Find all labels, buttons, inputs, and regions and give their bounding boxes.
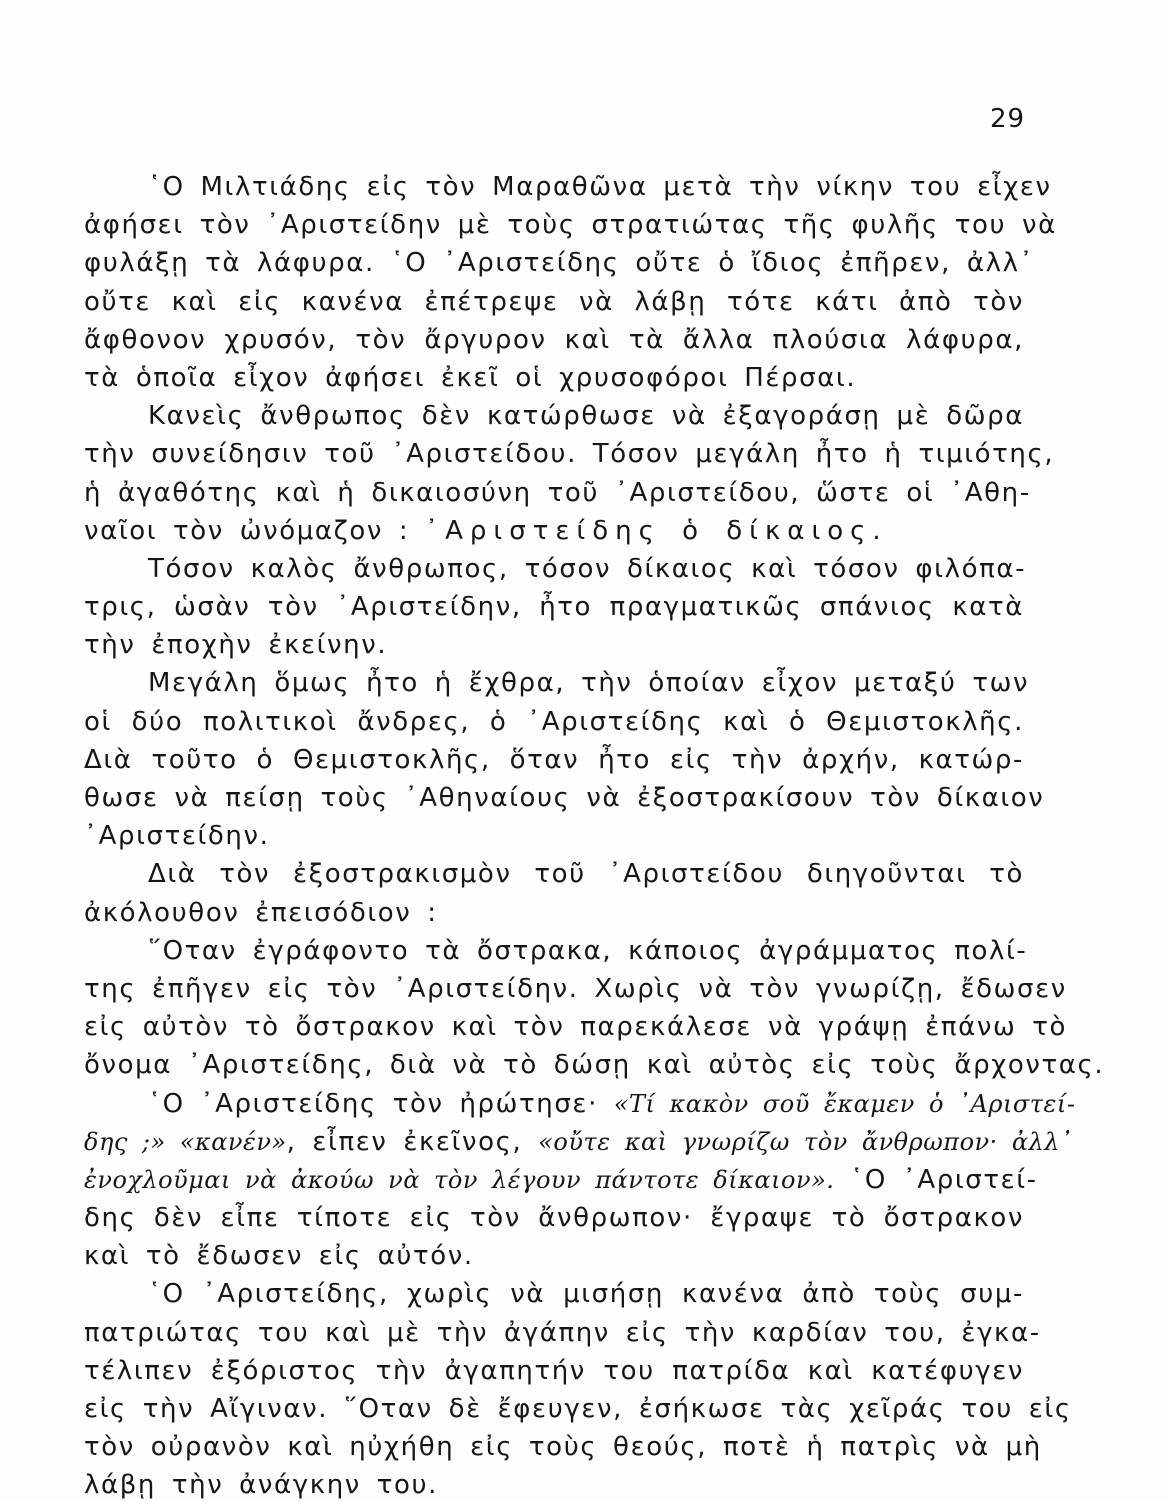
text-line: [84, 474, 1031, 512]
line-text: τρις, ὡσὰν τὸν ᾿Αριστείδην, ἦτο πραγματικῶς σπάνιος κατὰ: [84, 592, 1024, 623]
line-text: ἄφθονον χρυσόν, τὸν ἄργυρον καὶ τὰ ἄλλα πλούσια λάφυρα,: [84, 324, 1024, 355]
line-text: Μεγάλη ὅμως ἦτο ἡ ἔχθρα, τὴν ὁποίαν εἶχον μεταξύ των: [148, 668, 1030, 699]
text-line: [84, 664, 1030, 702]
line-text: τὰ ὁποῖα εἶχον ἀφήσει ἐκεῖ οἱ χρυσοφόροι Πέρσαι.: [84, 362, 857, 393]
text-line: [84, 1161, 1038, 1199]
line-text: ῾Ο ᾿Αριστείδης, χωρὶς νὰ μισήσῃ κανένα ἀπὸ τοὺς συμ-: [148, 1279, 1024, 1310]
line-text: εἰς αὐτὸν τὸ ὄστρακον καὶ τὸν παρεκάλεσε νὰ γράψῃ ἐπάνω τὸ: [84, 1012, 1067, 1043]
line-text: ῞Οταν ἐγράφοντο τὰ ὄστρακα, κάποιος ἀγράμματος πολί-: [148, 935, 1028, 966]
line-text: δης δὲν εἶπε τίποτε εἰς τὸν ἄνθρωπον· ἔγραψε τὸ ὄστρακον: [84, 1203, 1024, 1234]
line-text: τὴν ἐποχὴν ἐκείνην.: [84, 630, 388, 661]
text-line: [84, 1123, 1073, 1161]
text-line: [84, 397, 1024, 435]
line-text: τέλιπεν ἐξόριστος τὴν ἀγαπητήν του πατρίδα καὶ κατέφυγεν: [84, 1355, 1024, 1386]
body-text: [84, 168, 1105, 1505]
text-line: [84, 1199, 1024, 1237]
text-line: [84, 817, 1024, 855]
line-text: Κανεὶς ἄνθρωπος δὲν κατώρθωσε νὰ ἐξαγοράσῃ μὲ δῶρα: [148, 401, 1024, 432]
text-line: [84, 321, 1024, 359]
text-line: [84, 1008, 1067, 1046]
line-text: ᾿Αριστείδην.: [84, 821, 270, 852]
quoted-speech: «οὔτε καὶ γνωρίζω τὸν ἄνθρωπον· ἀλλ᾿: [538, 1127, 1073, 1156]
line-text: , εἶπεν ἐκεῖνος,: [286, 1126, 539, 1157]
text-line: [84, 1314, 1041, 1352]
line-text: Διὰ τὸν ἐξοστρακισμὸν τοῦ ᾿Αριστείδου διηγοῦνται τὸ: [148, 859, 1024, 890]
line-text: ναῖοι τὸν ὠνόμαζον :: [84, 515, 426, 546]
line-text: καὶ τὸ ἔδωσεν εἰς αὐτόν.: [84, 1241, 474, 1272]
text-line: [84, 741, 1024, 779]
quoted-speech: «Τί κακὸν σοῦ ἔκαμεν ὁ ᾿Αριστεί-: [613, 1089, 1076, 1118]
text-line: [84, 779, 1045, 817]
text-line: [84, 1390, 1072, 1428]
line-text: ὄνομα ᾿Αριστείδης, διὰ νὰ τὸ δώσῃ καὶ αὐτὸς εἰς τοὺς ἄρχοντας.: [84, 1050, 1105, 1081]
text-line: [84, 703, 1024, 741]
quoted-speech: δης ;» «κανέν»: [84, 1127, 287, 1156]
text-line: [84, 283, 1024, 321]
line-text: τὴν συνείδησιν τοῦ ᾿Αριστείδου. Τόσον μεγάλη ἦτο ἡ τιμιότης,: [84, 439, 1055, 470]
line-text: της ἐπῆγεν εἰς τὸν ᾿Αριστείδην. Χωρὶς νὰ τὸν γνωρίζῃ, ἔδωσεν: [84, 973, 1067, 1004]
page-number: 29: [990, 104, 1026, 134]
text-line: [84, 206, 1057, 244]
text-line: [84, 1352, 1024, 1390]
text-line: [84, 1428, 1042, 1466]
text-line: [84, 1466, 1024, 1504]
line-text: ἀφήσει τὸν ᾿Αριστείδην μὲ τοὺς στρατιώτας τῆς φυλῆς του νὰ: [84, 210, 1057, 241]
text-line: [84, 512, 1024, 550]
text-line: [84, 932, 1028, 970]
spaced-emphasis: ᾿Αριστείδης ὁ δίκαιος.: [425, 515, 888, 546]
line-text: φυλάξῃ τὰ λάφυρα. ῾Ο ᾿Αριστείδης οὔτε ὁ ἴδιος ἐπῆρεν, ἀλλ᾿: [84, 248, 1035, 279]
text-line: [84, 588, 1024, 626]
line-text: εἰς τὴν Αἴγιναν. ῞Οταν δὲ ἔφευγεν, ἐσήκωσε τὰς χεῖράς του εἰς: [84, 1394, 1072, 1424]
text-line: [84, 359, 1024, 397]
line-text: ἀκόλουθον ἐπεισόδιον :: [84, 897, 438, 928]
line-text: λάβῃ τὴν ἀνάγκην του.: [84, 1470, 439, 1501]
line-text: τὸν οὐρανὸν καὶ ηὐχήθη εἰς τοὺς θεούς, ποτὲ ἡ πατρὶς νὰ μὴ: [84, 1432, 1042, 1463]
text-line: [84, 244, 1035, 282]
text-line: [84, 435, 1055, 473]
line-text: οὔτε καὶ εἰς κανένα ἐπέτρεψε νὰ λάβῃ τότε κάτι ἀπὸ τὸν: [84, 286, 1024, 317]
text-line: [84, 626, 1024, 664]
text-line: [84, 168, 1052, 206]
text-line: [84, 1046, 1105, 1084]
line-text: Τόσον καλὸς ἄνθρωπος, τόσον δίκαιος καὶ τόσον φιλόπα-: [148, 553, 1027, 584]
line-text: ῾Ο ᾿Αριστεί-: [834, 1164, 1038, 1195]
text-line: [84, 970, 1067, 1008]
line-text: θωσε νὰ πείσῃ τοὺς ᾿Αθηναίους νὰ ἐξοστρακίσουν τὸν δίκαιον: [84, 783, 1045, 813]
line-text: πατριώτας του καὶ μὲ τὴν ἀγάπην εἰς τὴν καρδίαν του, ἐγκα-: [84, 1317, 1041, 1348]
text-line: [84, 1085, 1076, 1123]
line-text: ῾Ο Μιλτιάδης εἰς τὸν Μαραθῶνα μετὰ τὴν νίκην του εἶχεν: [148, 172, 1052, 202]
line-text: οἱ δύο πολιτικοὶ ἄνδρες, ὁ ᾿Αριστείδης καὶ ὁ Θεμιστοκλῆς.: [84, 706, 1024, 737]
text-line: [84, 550, 1027, 588]
quoted-speech: ἐνοχλοῦμαι νὰ ἀκούω νὰ τὸν λέγουν πάντοτε δίκαιον».: [84, 1165, 835, 1194]
text-line: [84, 1275, 1024, 1313]
line-text: ῾Ο ᾿Αριστείδης τὸν ἠρώτησε·: [148, 1088, 614, 1119]
text-line: [84, 894, 1024, 932]
text-line: [84, 855, 1024, 893]
text-line: [84, 1237, 1024, 1275]
line-text: ἡ ἀγαθότης καὶ ἡ δικαιοσύνη τοῦ ᾿Αριστείδου, ὥστε οἱ ᾿Αθη-: [84, 477, 1031, 508]
line-text: Διὰ τοῦτο ὁ Θεμιστοκλῆς, ὅταν ἦτο εἰς τὴν ἀρχήν, κατώρ-: [84, 744, 1024, 775]
